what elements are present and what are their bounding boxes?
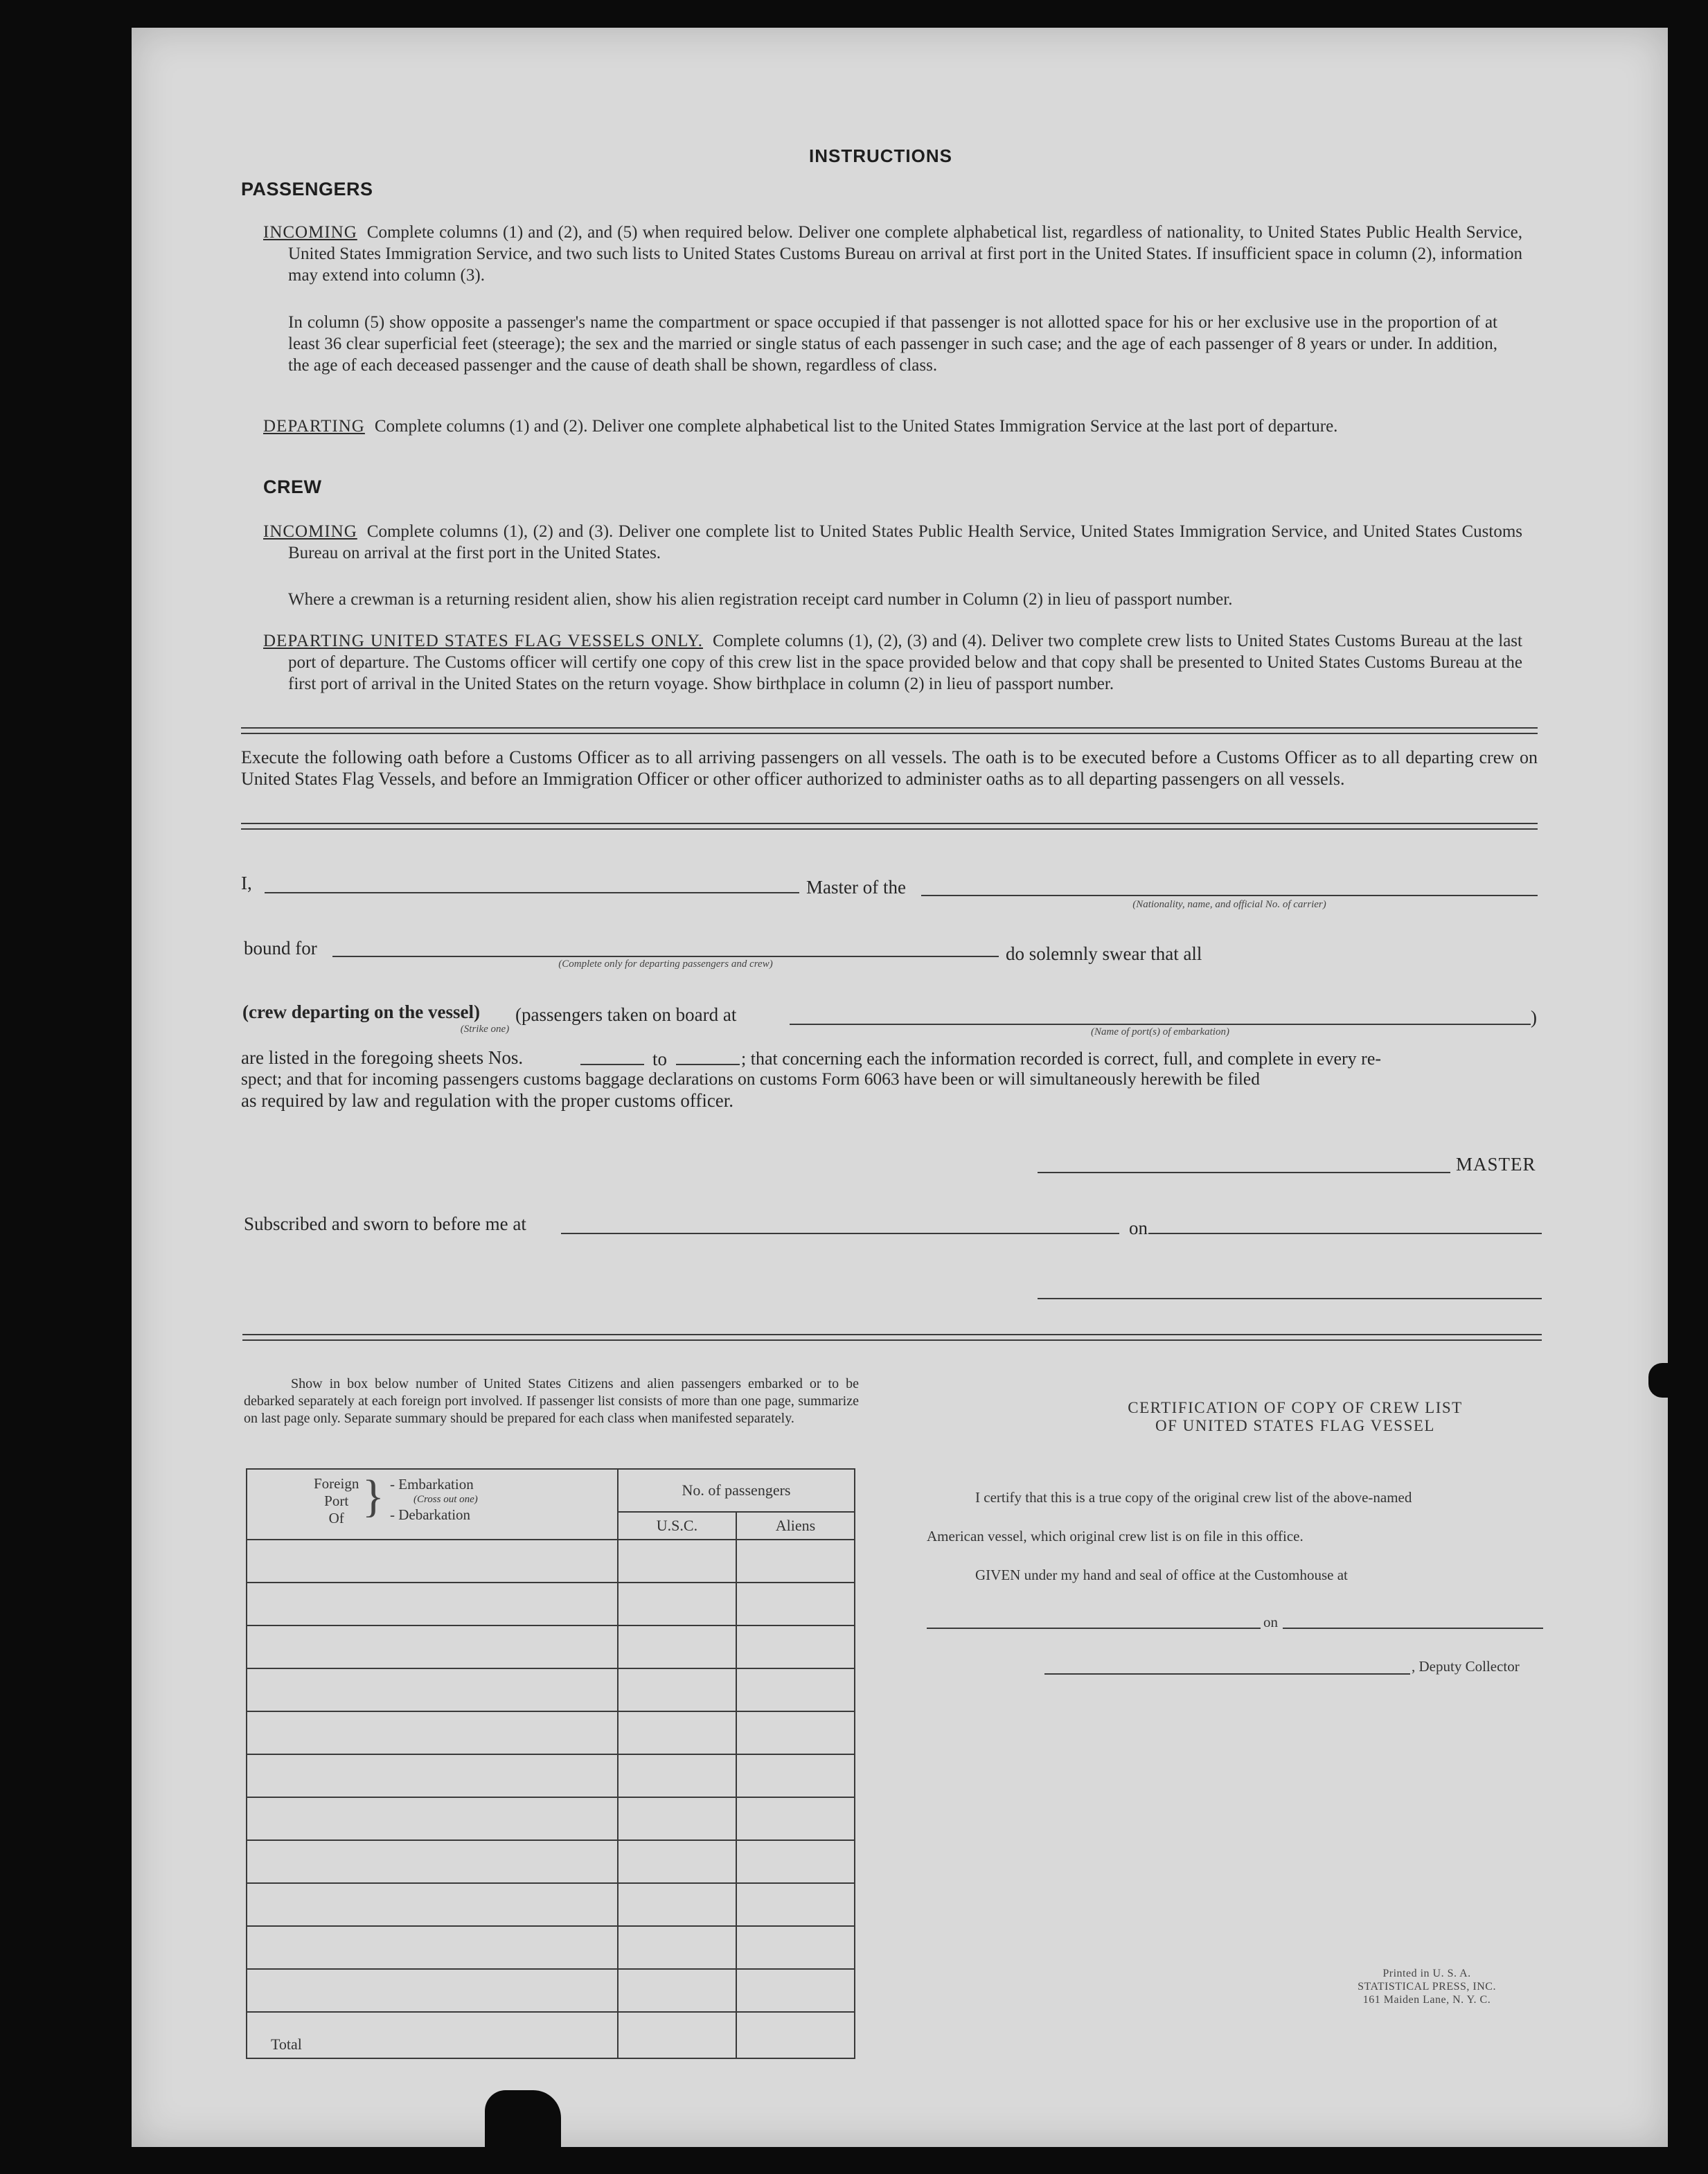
ports-caption: (Name of port(s) of embarkation)	[1091, 1026, 1229, 1037]
passengers-incoming-note	[288, 312, 1497, 376]
printer-imprint	[1323, 1967, 1531, 2006]
usc-cell[interactable]	[618, 1583, 736, 1625]
master-of-the-label: Master of the	[806, 877, 906, 898]
foreign-port-of-label	[314, 1475, 359, 1527]
page-heading: INSTRUCTIONS	[809, 145, 952, 166]
page-tear	[485, 2090, 561, 2174]
total-label: Total	[247, 2012, 618, 2058]
table-row	[247, 1797, 855, 1840]
table-row	[247, 1711, 855, 1754]
usc-cell[interactable]	[618, 1754, 736, 1797]
oath-instruction: Execute the following oath before a Customs Officer as to all arriving passengers on all vessels. The oath is to be executed before a Customs Officer as to all departing crew on United States Flag Vessels, and before an Immigration Officer or other officer authorized to administer oaths as to all departing passengers on all vessels.	[241, 747, 1538, 789]
bound-for-caption: (Complete only for departing passengers and crew)	[558, 959, 773, 970]
usc-cell[interactable]	[618, 1969, 736, 2012]
crew-incoming-label: INCOMING	[263, 522, 357, 541]
port-cell[interactable]	[247, 1711, 618, 1754]
master-name-field[interactable]	[265, 892, 799, 893]
usc-cell[interactable]	[618, 1625, 736, 1668]
passengers-incoming-note-text: In column (5) show opposite a passenger's name the compartment or space occupied if that passenger is not allotted space for his or her exclusive use in the proportion of at least 36 clear superficial feet (steerage); the sex and the married or single status of each passenger in such case; and the age of each passenger of 8 years or under. In addition, the age of each deceased passenger and the cause of death shall be shown, regardless of class.	[288, 313, 1497, 375]
aliens-cell[interactable]	[736, 1754, 855, 1797]
table-header-row	[247, 1469, 855, 1512]
certification-line-3: GIVEN under my hand and seal of office at the Customhouse at	[975, 1567, 1348, 1583]
cross-out-label: (Cross out one)	[413, 1494, 478, 1505]
subscribed-place-field[interactable]	[561, 1233, 1119, 1234]
table-row	[247, 1540, 855, 1583]
passengers-departing-paragraph	[263, 416, 1522, 437]
passengers-incoming-paragraph	[263, 222, 1522, 286]
master-signature-field[interactable]	[1038, 1172, 1450, 1173]
table-row	[247, 1840, 855, 1883]
certification-line-1: I certify that this is a true copy of the original crew list of the above-named	[975, 1489, 1412, 1506]
usc-cell[interactable]	[618, 1711, 736, 1754]
listed-to-label: to	[652, 1049, 668, 1069]
foreign-label: Foreign	[314, 1475, 359, 1492]
crew-departing-label: DEPARTING UNITED STATES FLAG VESSELS ONLY.	[263, 632, 704, 650]
crew-incoming-note	[288, 589, 1497, 610]
swear-text: do solemnly swear that all	[1006, 943, 1202, 964]
table-row	[247, 1969, 855, 2012]
carrier-field[interactable]	[921, 895, 1538, 896]
port-cell[interactable]	[247, 1540, 618, 1583]
crew-departing-text: Complete columns (1), (2), (3) and (4). Deliver two complete crew lists to United States Customs Bureau at the last port of departure. The Customs officer will certify one copy of this crew list in the space provided below and that copy shall be presented to United States Customs Bureau at the first port of arrival in the United States on the return voyage. Show birthplace in column (2) in lieu of passport number.	[288, 632, 1522, 693]
passengers-incoming-label: INCOMING	[263, 223, 357, 242]
passenger-summary-table	[246, 1468, 855, 2059]
passengers-departing-text: Complete columns (1) and (2). Deliver one complete alphabetical list to the United States Immigration Service at the last port of departure.	[374, 417, 1338, 436]
crew-departing-option[interactable]	[242, 1001, 480, 1023]
crew-section-title: CREW	[263, 476, 322, 497]
certification-title-line2: OF UNITED STATES FLAG VESSEL	[1155, 1417, 1435, 1434]
section-divider	[241, 727, 1538, 734]
oath-line-2: spect; and that for incoming passengers customs baggage declarations on customs Form 6063 have been or will simultaneously herewith be filed	[241, 1069, 1260, 1089]
table-row	[247, 1668, 855, 1711]
port-cell[interactable]	[247, 1840, 618, 1883]
embarkation-ports-field[interactable]	[790, 1024, 1531, 1025]
listed-text-start: are listed in the foregoing sheets Nos.	[241, 1047, 524, 1068]
port-label: Port	[324, 1493, 349, 1509]
usc-total-cell[interactable]	[618, 2012, 736, 2058]
form-page	[132, 28, 1668, 2147]
passengers-section-title: PASSENGERS	[241, 179, 373, 199]
sheet-to-field[interactable]	[676, 1064, 740, 1065]
crew-departing-paragraph	[263, 630, 1522, 695]
crew-incoming-paragraph	[263, 521, 1522, 564]
crew-departing-option-text: (crew departing on the vessel)	[242, 1001, 480, 1022]
printer-line-2: STATISTICAL PRESS, INC.	[1358, 1981, 1496, 1993]
carrier-caption: (Nationality, name, and official No. of carrier)	[1132, 899, 1326, 910]
bound-for-label: bound for	[244, 938, 317, 959]
subscribed-on-label: on	[1129, 1218, 1148, 1238]
crew-incoming-note-text: Where a crewman is a returning resident alien, show his alien registration receipt card number in Column (2) in lieu of passport number.	[288, 590, 1233, 609]
table-row	[247, 1583, 855, 1625]
port-cell[interactable]	[247, 1969, 618, 2012]
aliens-cell[interactable]	[736, 1840, 855, 1883]
port-cell[interactable]	[247, 1583, 618, 1625]
aliens-cell[interactable]	[736, 1583, 855, 1625]
embarkation-label: - Embarkation	[390, 1476, 474, 1493]
passengers-departing-label: DEPARTING	[263, 417, 365, 436]
certification-title-line1: CERTIFICATION OF COPY OF CREW LIST	[1128, 1399, 1463, 1416]
master-label: MASTER	[1456, 1154, 1536, 1175]
port-cell[interactable]	[247, 1883, 618, 1926]
aliens-header: Aliens	[736, 1512, 855, 1540]
subscribed-date-field[interactable]	[1148, 1233, 1542, 1234]
aliens-cell[interactable]	[736, 1883, 855, 1926]
usc-cell[interactable]	[618, 1926, 736, 1969]
certification-line-2: American vessel, which original crew list is on file in this office.	[927, 1528, 1304, 1544]
officer-signature-field[interactable]	[1038, 1298, 1542, 1299]
crew-incoming-text: Complete columns (1), (2) and (3). Deliver one complete list to United States Public Health Service, United States Immigration Service, and United States Customs Bureau on arrival at the first port in the United States.	[288, 522, 1522, 562]
strike-one-caption: (Strike one)	[460, 1024, 510, 1035]
no-of-passengers-header: No. of passengers	[618, 1469, 855, 1512]
table-row	[247, 1625, 855, 1668]
deputy-signature-field[interactable]	[1044, 1673, 1410, 1675]
aliens-cell[interactable]	[736, 1797, 855, 1840]
oath-i-label: I,	[241, 873, 252, 893]
usc-cell[interactable]	[618, 1883, 736, 1926]
port-cell[interactable]	[247, 1797, 618, 1840]
page-edge-notch	[1648, 1363, 1676, 1398]
aliens-cell[interactable]	[736, 1668, 855, 1711]
deputy-collector-label: , Deputy Collector	[1412, 1658, 1520, 1675]
embarkation-options	[390, 1477, 478, 1522]
table-total-row	[247, 2012, 855, 2058]
printer-line-1: Printed in U. S. A.	[1382, 1968, 1471, 1979]
certification-date-field[interactable]	[1283, 1628, 1543, 1629]
of-label: Of	[328, 1510, 344, 1526]
passengers-taken-option[interactable]: (passengers taken on board at	[515, 1004, 737, 1025]
passengers-incoming-text: Complete columns (1) and (2), and (5) when required below. Deliver one complete alphabetical list, regardless of nationality, to United States Public Health Service, United States Immigration Service, and two such lists to United States Customs Bureau on arrival at first port in the United States. If insufficient space in column (2), information may extend into column (3).	[288, 223, 1522, 285]
aliens-cell[interactable]	[736, 1969, 855, 2012]
foreign-port-header	[247, 1469, 618, 1540]
usc-cell[interactable]	[618, 1840, 736, 1883]
sheet-from-field[interactable]	[580, 1064, 644, 1065]
usc-header: U.S.C.	[618, 1512, 736, 1540]
aliens-cell[interactable]	[736, 1711, 855, 1754]
brace-icon: }	[362, 1471, 384, 1522]
certification-title	[1018, 1399, 1572, 1435]
close-paren: )	[1531, 1007, 1537, 1028]
table-row	[247, 1754, 855, 1797]
printer-line-3: 161 Maiden Lane, N. Y. C.	[1362, 1994, 1491, 2006]
port-cell[interactable]	[247, 1668, 618, 1711]
debarkation-label: - Debarkation	[390, 1506, 471, 1523]
aliens-cell[interactable]	[736, 1926, 855, 1969]
table-row	[247, 1883, 855, 1926]
aliens-cell[interactable]	[736, 1625, 855, 1668]
subscribed-label: Subscribed and sworn to before me at	[244, 1213, 526, 1234]
port-cell[interactable]	[247, 1926, 618, 1969]
summary-instruction: Show in box below number of United States Citizens and alien passengers embarked or to be debarked separately at each foreign port involved. If passenger list consists of more than one page, summarize on last page only. Separate summary should be prepared for each class when manifested separately.	[244, 1376, 859, 1426]
certification-on-label: on	[1263, 1614, 1278, 1630]
listed-text-end: ; that concerning each the information recorded is correct, full, and complete in every re-	[741, 1049, 1382, 1069]
port-cell[interactable]	[247, 1754, 618, 1797]
port-cell[interactable]	[247, 1625, 618, 1668]
customhouse-place-field[interactable]	[927, 1628, 1261, 1629]
oath-line-3: as required by law and regulation with the proper customs officer.	[241, 1090, 734, 1111]
table-row	[247, 1926, 855, 1969]
usc-cell[interactable]	[618, 1668, 736, 1711]
aliens-total-cell[interactable]	[736, 2012, 855, 2058]
usc-cell[interactable]	[618, 1797, 736, 1840]
lower-divider	[242, 1334, 1542, 1341]
aliens-cell[interactable]	[736, 1540, 855, 1583]
bound-for-field[interactable]	[332, 956, 999, 957]
usc-cell[interactable]	[618, 1540, 736, 1583]
oath-divider	[241, 823, 1538, 830]
